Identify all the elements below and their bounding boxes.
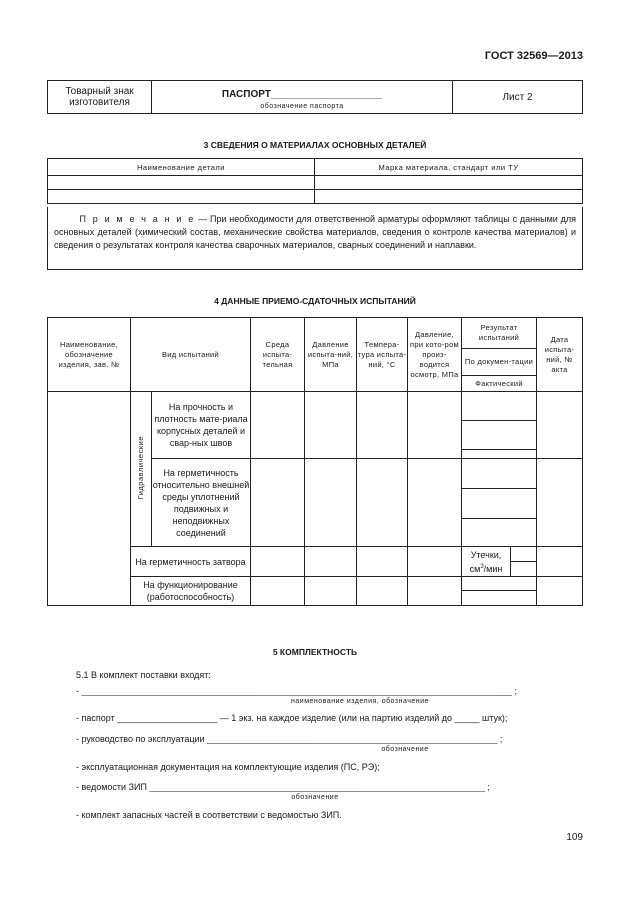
h-by-doc: По докумен-тации	[462, 349, 537, 376]
test-external-tightness: На герметичность относительно внешней среды уплотнений подвижных и неподвижных соединений	[152, 459, 251, 547]
table-row	[48, 176, 315, 190]
hydraulic-label-cell	[131, 392, 152, 547]
h-name: Наименование, обозначение изделия, зав. №	[48, 318, 131, 392]
sheet-cell: Лист 2	[453, 81, 583, 114]
passport-cell	[152, 81, 453, 114]
kit-line-product: - ______________________________________________________________________________________ ;	[76, 686, 517, 696]
table-row	[48, 392, 131, 606]
test-functioning: На функционирование (работоспособность)	[131, 577, 251, 606]
trademark-cell: Товарный знак изготовителя	[48, 81, 152, 114]
kit-line-docs: - эксплуатационная документация на комплектующие изделия (ПС, РЭ);	[76, 762, 380, 772]
document-code: ГОСТ 32569—2013	[484, 50, 583, 62]
section4-title: 4 ДАННЫЕ ПРИЕМО-СДАТОЧНЫХ ИСПЫТАНИЙ	[214, 296, 416, 306]
test-strength: На прочность и плотность мате-риала корпусных деталей и свар-ных швов	[152, 392, 251, 459]
note-label: П р и м е ч а н и е	[79, 214, 196, 224]
hydraulic-label: Гидравлические	[136, 435, 145, 500]
h-date: Дата испыта-ний, № акта	[537, 318, 583, 392]
section5-title: 5 КОМПЛЕКТНОСТЬ	[272, 647, 358, 657]
passport-title: ПАСПОРТ____________________	[221, 88, 383, 100]
kit-line-manual: - руководство по эксплуатации __________________________________________________________ ;	[76, 734, 503, 744]
kit-zip-subcaption: обозначение	[291, 794, 339, 801]
h-result: Результат испытаний	[462, 318, 537, 349]
kit-product-subcaption: наименование изделия, обозначение	[291, 698, 429, 705]
h-pressure-inspect: Давление, при кото-ром произ-водится осмотр, МПа	[408, 318, 462, 392]
h-medium: Среда испыта-тельная	[251, 318, 305, 392]
h-actual: Фактический	[462, 376, 537, 392]
kit-line-zip: - ведомости ЗИП ___________________________________________________________________ ;	[76, 782, 490, 792]
test-gate-tightness: На герметичность затвора	[131, 547, 251, 577]
col-material: Марка материала, стандарт или ТУ	[315, 159, 583, 176]
h-type: Вид испытаний	[131, 318, 251, 392]
materials-note	[47, 207, 583, 270]
note-text: — При необходимости для ответственной арматуры оформляют таблицы с данными для основных деталей (химический состав, механические свойства материалов, сведения о контроле качества материалов) и сведения о результатах контроля качества сварочных материалов, сварных соединений и наплавки.	[54, 214, 576, 250]
kit-intro: 5.1 В комплект поставки входят:	[76, 670, 211, 680]
passport-header-table	[47, 80, 583, 114]
col-part-name: Наименование детали	[48, 159, 315, 176]
h-temp: Темпера-тура испыта-ний, °С	[357, 318, 408, 392]
kit-line-spares: - комплект запасных частей в соответствии с ведомостью ЗИП.	[76, 810, 342, 820]
h-pressure: Давление испыта-ний, МПа	[305, 318, 357, 392]
page-number: 109	[566, 832, 583, 843]
passport-subcaption: обозначение паспорта	[260, 103, 344, 110]
table-row	[48, 190, 315, 204]
acceptance-tests-table	[47, 317, 583, 606]
kit-line-passport: - паспорт ____________________ — 1 экз. на каждое изделие (или на партию изделий до _____ штук);	[76, 713, 508, 723]
leak-label: Утечки, $см^3$/мин	[462, 547, 511, 577]
section3-title: 3 СВЕДЕНИЯ О МАТЕРИАЛАХ ОСНОВНЫХ ДЕТАЛЕЙ	[203, 140, 427, 150]
materials-table	[47, 158, 583, 204]
kit-manual-subcaption: обозначение	[381, 746, 429, 753]
